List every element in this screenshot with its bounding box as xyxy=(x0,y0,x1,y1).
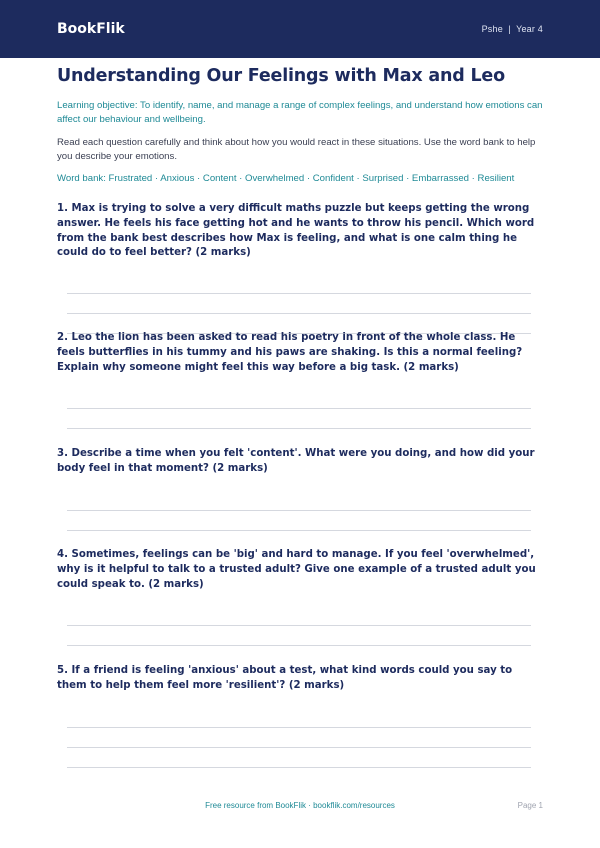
intro-section xyxy=(57,66,543,184)
question-3 xyxy=(57,447,543,477)
answer-line[interactable] xyxy=(67,408,531,409)
question-text: 5. If a friend is feeling 'anxious' about a test, what kind words could you say to them to help them feel more 'resilient'? (2 marks) xyxy=(57,665,513,691)
page-number: Page 1 xyxy=(517,801,543,810)
answer-line[interactable] xyxy=(67,510,531,511)
answer-line[interactable] xyxy=(67,645,531,646)
answer-line[interactable] xyxy=(67,293,531,294)
page-header xyxy=(0,0,600,58)
question-text: 1. Max is trying to solve a very difficult maths puzzle but keeps getting the wrong answer. He feels his face getting hot and he wants to throw his pencil. Which word from the bank best describes how Max is feeling, and what is one calm thing he could do to feel better? (2 marks) xyxy=(57,203,535,259)
question-text: 3. Describe a time when you felt 'content'. What were you doing, and how did your body feel in that moment? (2 marks) xyxy=(57,448,535,474)
answer-line[interactable] xyxy=(67,428,531,429)
footer-source-link[interactable]: Free resource from BookFlik · bookflik.com/resources xyxy=(205,801,395,810)
answer-line[interactable] xyxy=(67,313,531,314)
question-1 xyxy=(57,202,543,261)
answer-line[interactable] xyxy=(67,727,531,728)
question-text: 4. Sometimes, feelings can be 'big' and hard to manage. If you feel 'overwhelmed', why is it helpful to talk to a trusted adult? Give one example of a trusted adult you could speak to. (2 marks) xyxy=(57,549,536,590)
question-4 xyxy=(57,548,543,592)
brand-logo-text: BookFlik xyxy=(57,21,125,37)
answer-line[interactable] xyxy=(67,747,531,748)
question-5 xyxy=(57,664,543,694)
learning-objective: Learning objective: To identify, name, and manage a range of complex feelings, and understand how emotions can affect our behaviour and wellbeing. xyxy=(57,100,543,125)
page-title: Understanding Our Feelings with Max and Leo xyxy=(57,66,505,86)
question-text: 2. Leo the lion has been asked to read his poetry in front of the whole class. He feels butterflies in his tummy and his paws are shaking. Is this a normal feeling? Explain why someone might feel this way before a big task. (2 marks) xyxy=(57,332,523,373)
question-2 xyxy=(57,331,543,375)
answer-line[interactable] xyxy=(67,625,531,626)
answer-line[interactable] xyxy=(67,767,531,768)
instructions: Read each question carefully and think about how you would react in these situations. Use the word bank to help you describe your emotions. xyxy=(57,137,536,162)
subject-year-label: Pshe | Year 4 xyxy=(481,24,543,34)
word-bank: Word bank: Frustrated · Anxious · Content · Overwhelmed · Confident · Surprised · Embarrassed · Resilient xyxy=(57,173,515,184)
answer-line[interactable] xyxy=(67,530,531,531)
